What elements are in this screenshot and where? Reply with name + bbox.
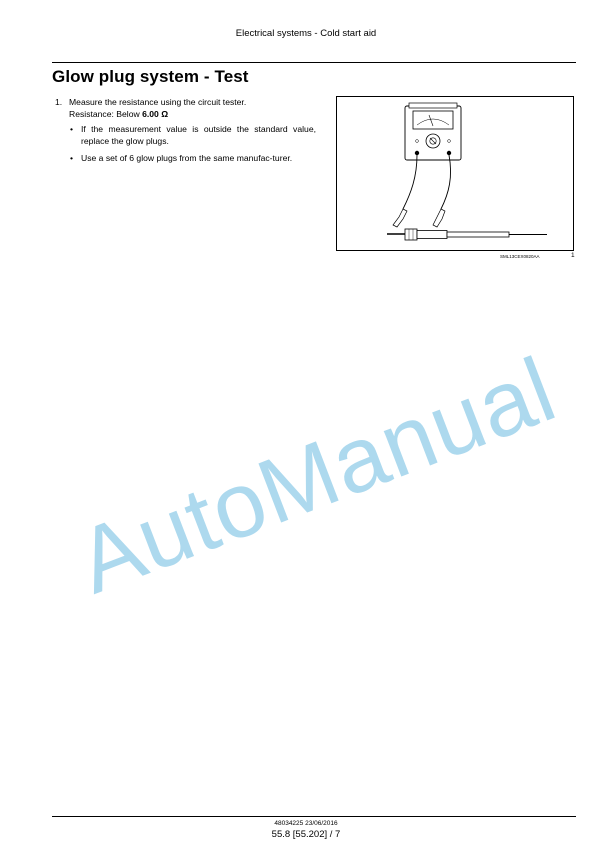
spec-value: 6.00 Ω [142,109,169,119]
figure-id: SML13CEX0820AA [500,254,540,259]
document-code: 48034225 23/06/2016 [274,820,338,827]
step-spec [69,108,317,120]
page-number: 55.8 [55.202] / 7 [271,829,341,840]
glow-plug-sheath [447,232,509,237]
watermark: AutoManual [64,338,569,614]
step-instruction: Measure the resistance using the circuit tester. [69,97,247,107]
probe-left [393,209,407,227]
bullet-list [69,123,316,169]
figure-number: 1 [571,252,575,259]
probe-right [433,209,445,227]
list-item [69,152,316,164]
terminal-right [447,151,451,155]
test-lead-left [403,155,417,209]
running-header: Electrical systems - Cold start aid [235,28,377,39]
glow-plug-body [417,231,447,239]
list-item [69,123,316,147]
procedure-step [55,96,317,120]
section-title: Glow plug system - Test [52,67,249,86]
glow-plug-hex [405,229,417,240]
header-divider [52,62,576,63]
spec-label: Resistance: Below [69,109,143,119]
bullet-text: If the measurement value is outside the standard value, replace the glow plugs. [81,124,316,146]
bullet-marker: • [70,153,74,163]
bullet-marker: • [70,124,74,134]
step-text [69,96,317,120]
bullet-text: Use a set of 6 glow plugs from the same manufac-turer. [81,153,293,163]
test-lead-right [441,155,451,209]
step-number: 1. [55,97,63,107]
meter-top-edge [409,103,457,108]
footer-divider [52,816,576,817]
figure-frame [336,96,574,251]
circuit-tester-illustration [337,97,575,252]
terminal-left [415,151,419,155]
meter-display [413,111,453,129]
